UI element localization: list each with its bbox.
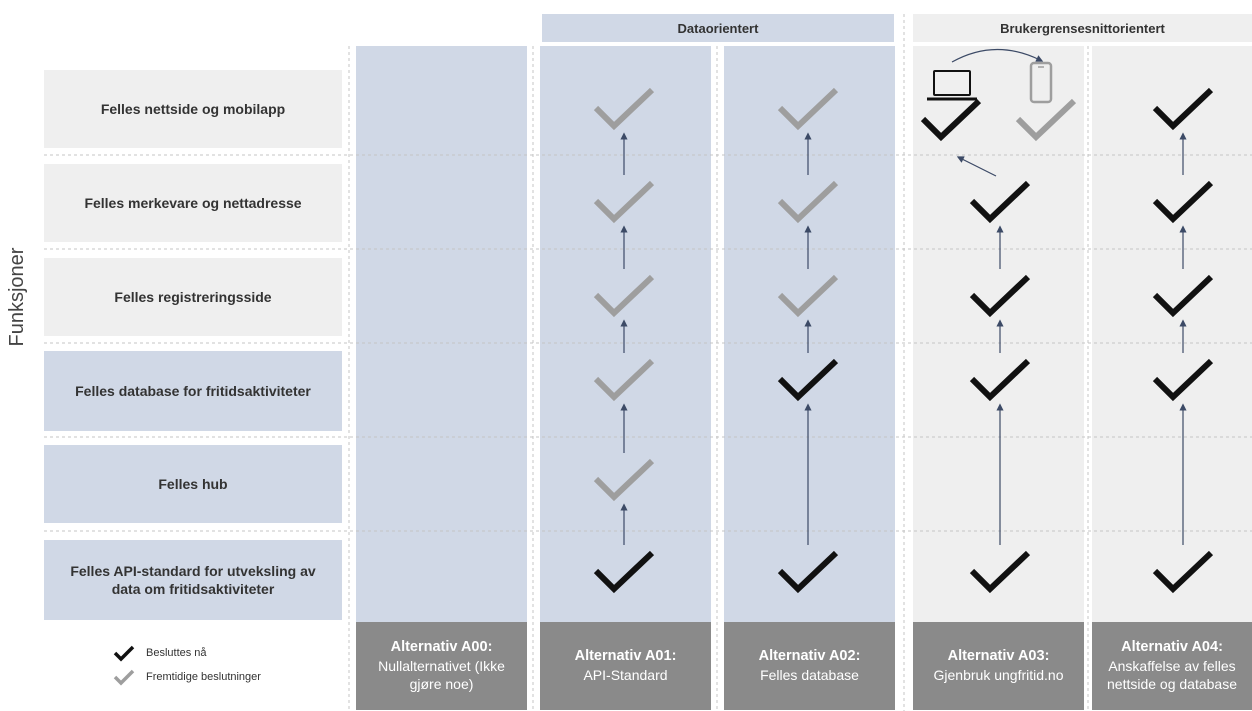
arrow-up-icon xyxy=(960,158,996,176)
footer-a01-title: Alternativ A01: xyxy=(574,648,677,665)
checkmark-icon xyxy=(972,183,1028,219)
checkmark-icon xyxy=(780,277,836,313)
laptop-icon xyxy=(927,71,977,99)
footer-a04-title: Alternativ A04: xyxy=(1121,639,1223,656)
checkmark-icon xyxy=(972,277,1028,313)
footer-a00-title: Alternativ A00: xyxy=(390,639,493,656)
footer-a04-subtitle: Anskaffelse av felles nettside og database xyxy=(1107,658,1237,693)
checkmark-icon xyxy=(923,101,979,137)
footer-a00-subtitle: Nullalternativet (Ikke gjøre noe) xyxy=(378,658,505,693)
mobile-phone-icon xyxy=(1031,63,1051,102)
y-axis-label: Funksjoner xyxy=(6,247,28,347)
group-header-ui: Brukergrensesnittorientert xyxy=(913,14,1252,42)
checkmark-icon xyxy=(596,553,652,589)
row-label-api-standard: Felles API-standard for utveksling av data om fritidsaktiviteter xyxy=(44,540,342,620)
checkmark-icon xyxy=(780,361,836,397)
row-label-hub: Felles hub xyxy=(44,445,342,523)
footer-a03-title: Alternativ A03: xyxy=(947,648,1050,665)
row-label-nettside: Felles nettside og mobilapp xyxy=(44,70,342,148)
checkmark-icon xyxy=(1018,101,1074,137)
arrow-laptop-to-phone xyxy=(952,49,1040,62)
row-label-merkevare: Felles merkevare og nettadresse xyxy=(44,164,342,242)
checkmark-icon xyxy=(780,553,836,589)
row-label-registrering: Felles registreringsside xyxy=(44,258,342,336)
footer-a03-subtitle: Gjenbruk ungfritid.no xyxy=(933,667,1064,684)
checkmark-icon xyxy=(596,90,652,126)
checkmark-icon xyxy=(1155,90,1211,126)
checkmark-icon xyxy=(1155,183,1211,219)
checkmark-icon xyxy=(1155,553,1211,589)
row-label-database: Felles database for fritidsaktiviteter xyxy=(44,351,342,431)
checkmark-icon xyxy=(596,461,652,497)
checkmark-icon xyxy=(780,183,836,219)
checkmark-icon xyxy=(1155,277,1211,313)
legend-now-label: Besluttes nå xyxy=(146,647,207,659)
footer-a02-subtitle: Felles database xyxy=(760,667,859,684)
checkmark-icon xyxy=(596,361,652,397)
footer-a01-subtitle: API-Standard xyxy=(583,667,668,684)
group-header-data: Dataorientert xyxy=(542,14,894,42)
footer-a02-title: Alternativ A02: xyxy=(758,648,861,665)
checkmark-icon xyxy=(780,90,836,126)
checkmark-icon xyxy=(972,361,1028,397)
checkmark-icon xyxy=(596,183,652,219)
legend-future-label: Fremtidige beslutninger xyxy=(146,671,261,683)
checkmark-icon xyxy=(596,277,652,313)
checkmark-icon xyxy=(1155,361,1211,397)
checkmark-icon xyxy=(972,553,1028,589)
